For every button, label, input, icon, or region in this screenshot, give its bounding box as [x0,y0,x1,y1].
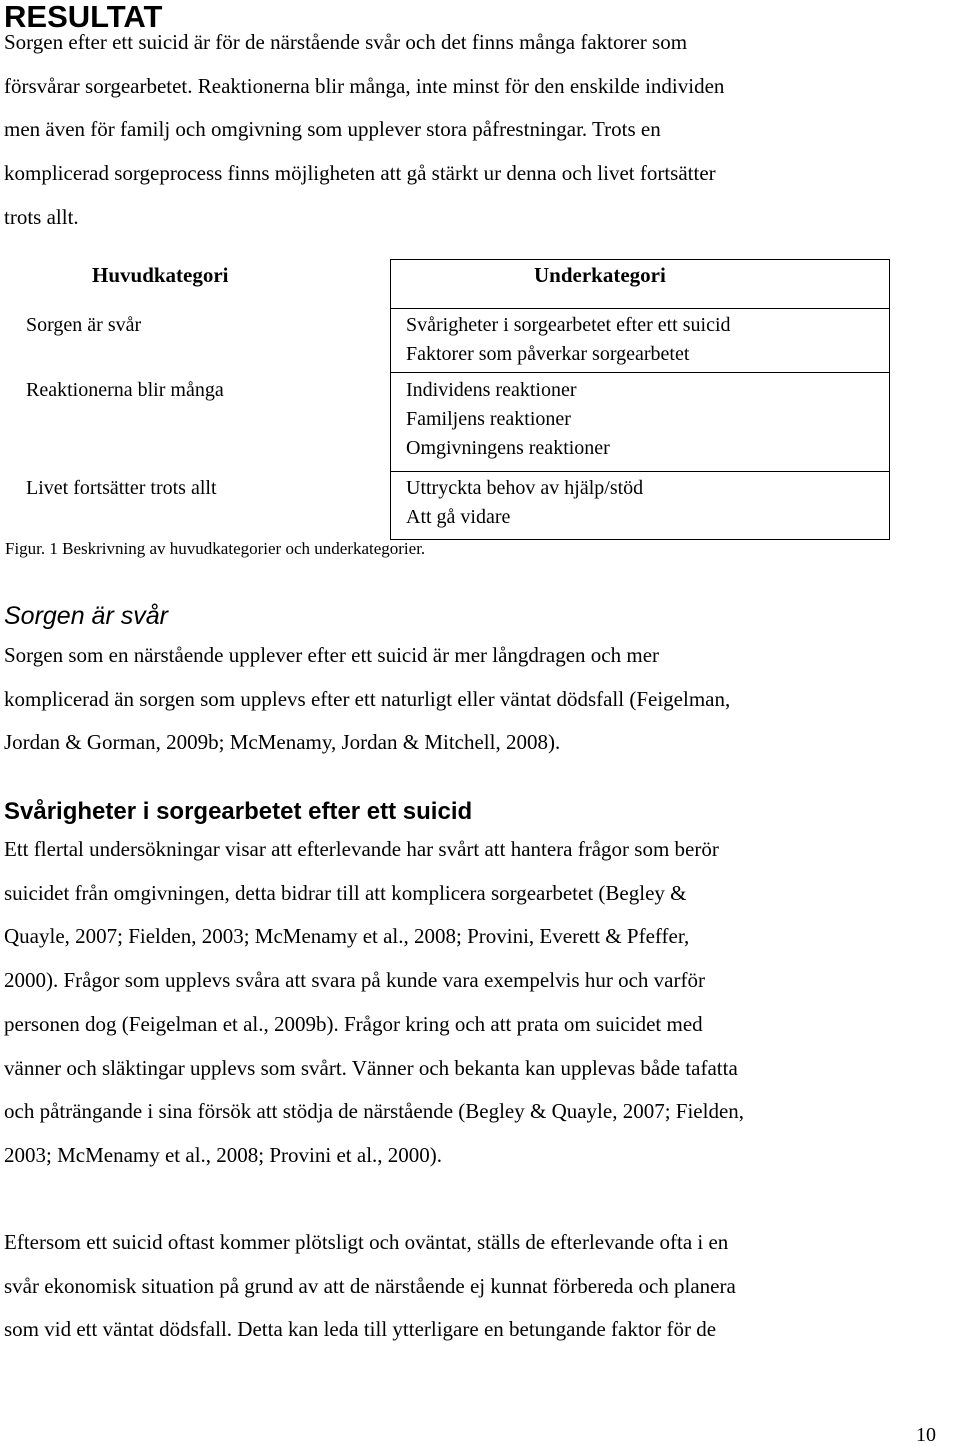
section-title-svarigheter: Svårigheter i sorgearbetet efter ett suicid [4,798,473,825]
text-line: Ett flertal undersökningar visar att efterlevande har svårt att hantera frågor som berör [4,837,719,861]
text-line: 2000). Frågor som upplevs svåra att svara på kunde vara exempelvis hur och varför [4,968,705,993]
sub-category-item: Faktorer som påverkar sorgearbetet [406,343,690,365]
text-line: försvårar sorgearbetet. Reaktionerna blir många, inte minst för den enskilde individen [4,73,725,98]
category-figure [0,0,960,580]
text-line: trots allt. [4,204,79,229]
text-line: svår ekonomisk situation på grund av att de närstående ej kunnat förbereda och planera [4,1273,736,1298]
text-line: som vid ett väntat dödsfall. Detta kan leda till ytterligare en betungande faktor för de [4,1317,717,1342]
text-line: Sorgen som en närstående upplever efter ett suicid är mer långdragen och mer [4,643,660,667]
text-line: men även för familj och omgivning som upplever stora påfrestningar. Trots en [4,117,661,142]
sub-category-item: Uttryckta behov av hjälp/stöd [406,477,644,499]
section-title-sorgen: Sorgen är svår [4,602,168,630]
text-line: vänner och släktingar upplevs som svårt. Vänner och bekanta kan upplevas både tafatta [4,1055,738,1080]
sub-category-item: Omgivningens reaktioner [406,437,610,459]
text-line: Eftersom ett suicid oftast kommer plötsligt och oväntat, ställs de efterlevande ofta i en [4,1230,729,1254]
sub-category-group-1 [406,311,731,369]
text-line: och påträngande i sina försök att stödja de närstående (Begley & Quayle, 2007; Fielden, [4,1099,745,1124]
figure-caption: Figur. 1 Beskrivning av huvudkategorier och underkategorier. [5,539,426,558]
main-category-header: Huvudkategori [92,263,229,287]
text-line: komplicerad än sorgen som upplevs efter ett naturligt eller väntat dödsfall (Feigelman, [4,686,731,711]
text-line: Sorgen efter ett suicid är för de närstående svår och det finns många faktorer som [4,30,688,54]
section2-paragraph [4,828,904,1178]
sub-category-item: Familjens reaktioner [406,408,571,430]
text-line: Jordan & Gorman, 2009b; McMenamy, Jordan & Mitchell, 2008). [4,730,561,755]
sub-category-item: Svårigheter i sorgearbetet efter ett suicid [406,314,731,336]
section1-paragraph [4,634,904,765]
sub-category-group-2 [406,376,610,463]
page-number: 10 [916,1424,936,1446]
text-line: komplicerad sorgeprocess finns möjligheten att gå stärkt ur denna och livet fortsätter [4,161,716,186]
main-category-3: Livet fortsätter trots allt [26,477,217,499]
sub-category-group-3 [406,474,643,532]
sub-category-header: Underkategori [534,263,666,287]
text-line: suicidet från omgivningen, detta bidrar till att komplicera sorgearbetet (Begley & [4,880,687,905]
main-category-2: Reaktionerna blir många [26,379,224,401]
section2-paragraph-2 [4,1221,904,1352]
text-line: personen dog (Feigelman et al., 2009b). Frågor kring och att prata om suicidet med [4,1011,703,1036]
sub-category-item: Att gå vidare [406,506,511,528]
main-category-1: Sorgen är svår [26,314,142,336]
text-line: Quayle, 2007; Fielden, 2003; McMenamy et al., 2008; Provini, Everett & Pfeffer, [4,924,690,949]
sub-category-item: Individens reaktioner [406,379,577,401]
page-heading: RESULTAT [4,0,163,34]
text-line: 2003; McMenamy et al., 2008; Provini et al., 2000). [4,1142,443,1167]
